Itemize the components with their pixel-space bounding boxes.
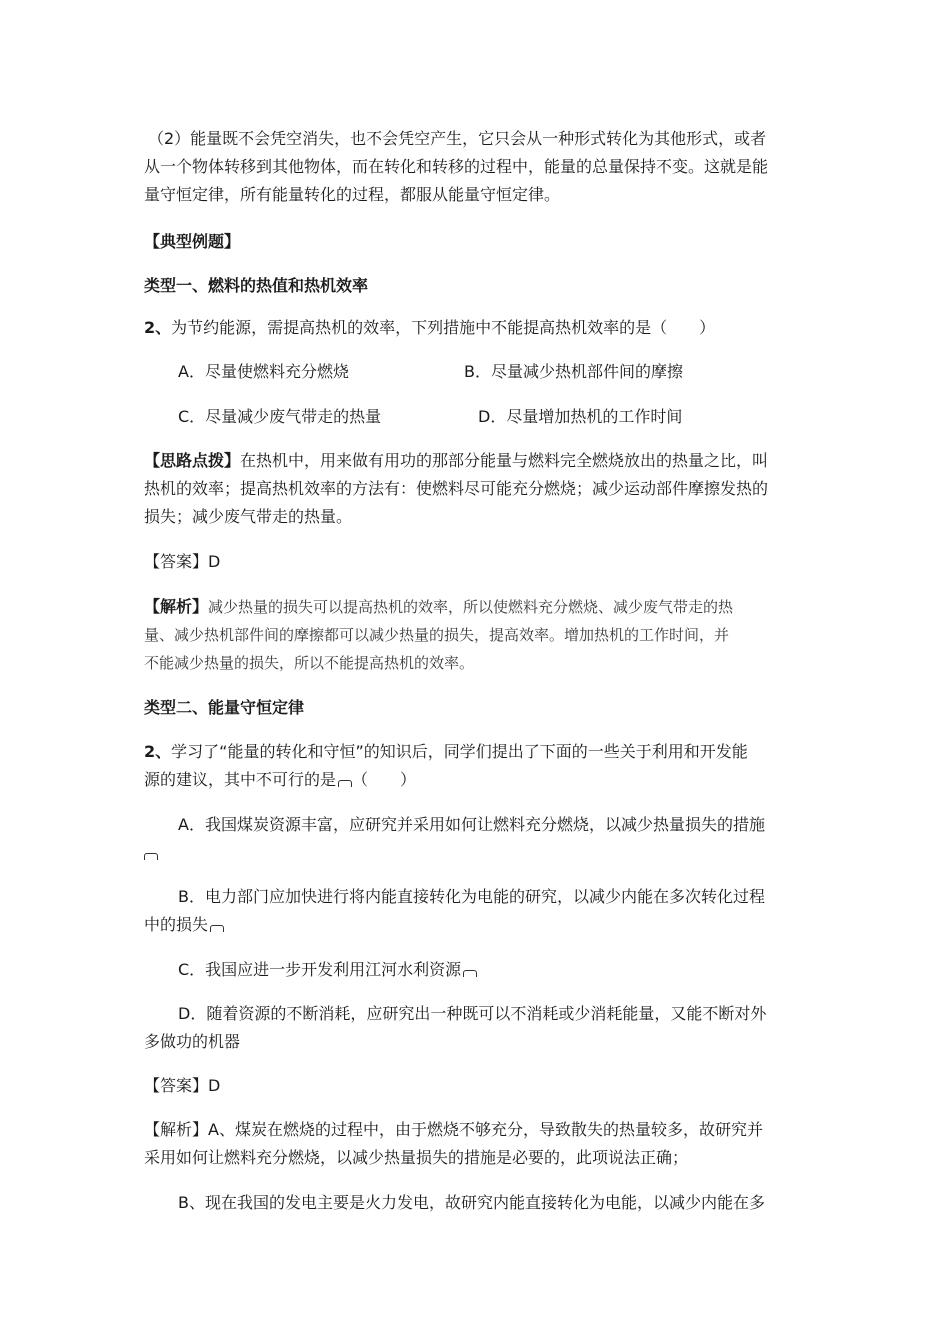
type2-option-a-line-2 xyxy=(144,843,158,863)
option-c-text: C．我国应进一步开发利用江河水利资源 xyxy=(178,960,462,979)
question-text-2: 源的建议，其中不可行的是 xyxy=(144,770,337,789)
edit-mark xyxy=(338,780,352,787)
type1-question xyxy=(144,318,715,338)
hint-label: 【思路点拨】 xyxy=(144,451,241,470)
analysis-text: 减少热量的损失可以提高热机的效率，所以使燃料充分燃烧、减少废气带走的热 xyxy=(208,598,734,616)
type2-option-d-line-2: 多做功的机器 xyxy=(144,1032,241,1051)
type2-analysis-line-3: B、现在我国的发电主要是火力发电，故研究内能直接转化为电能，以减少内能在多 xyxy=(178,1193,765,1212)
type2-option-b-line-1: B．电力部门应加快进行将内能直接转化为电能的研究，以减少内能在多次转化过程 xyxy=(178,887,765,906)
hint-text: 在热机中，用来做有用功的那部分能量与燃料完全燃烧放出的热量之比，叫 xyxy=(240,451,769,470)
hint-line-3: 损失；减少废气带走的热量。 xyxy=(144,507,353,526)
question-number: 2 xyxy=(144,318,156,337)
analysis-text: A、煤炭在燃烧的过程中，由于燃烧不够充分，导致散失的热量较多，故研究并 xyxy=(208,1120,763,1139)
type2-option-c xyxy=(178,960,477,980)
type2-answer: 【答案】D xyxy=(144,1076,221,1095)
type2-heading: 类型二、能量守恒定律 xyxy=(144,698,305,717)
question-number: 2 xyxy=(144,742,156,761)
type2-option-b-line-2 xyxy=(144,915,224,935)
type1-heading: 类型一、燃料的热值和热机效率 xyxy=(144,276,369,295)
analysis-line-1 xyxy=(144,597,733,617)
intro-line-2: 从一个物体转移到其他物体，而在转化和转移的过程中，能量的总量保持不变。这就是能 xyxy=(144,157,769,176)
type2-option-a-line-1: A．我国煤炭资源丰富，应研究并采用如何让燃料充分燃烧，以减少热量损失的措施 xyxy=(178,815,765,834)
type2-question-line-2 xyxy=(144,770,416,790)
hint-line-2: 热机的效率；提高热机效率的方法有：使燃料尽可能充分燃烧；减少运动部件摩擦发热的 xyxy=(144,479,769,498)
edit-mark xyxy=(210,925,224,932)
question-sep: 、 xyxy=(155,318,172,337)
edit-mark xyxy=(144,853,158,860)
option-b: B．尽量减少热机部件间的摩擦 xyxy=(464,362,683,381)
option-d: D．尽量增加热机的工作时间 xyxy=(478,407,683,426)
answer-blank: （ ） xyxy=(352,770,417,789)
type2-analysis-line-1 xyxy=(144,1120,763,1140)
question-text: 为节约能源，需提高热机的效率，下列措施中不能提高热机效率的是（ ） xyxy=(171,318,716,337)
edit-mark xyxy=(463,970,477,977)
analysis-line-2: 量、减少热机部件间的摩擦都可以减少热量的损失，提高效率。增加热机的工作时间，并 xyxy=(144,626,730,644)
analysis-line-3: 不能减少热量的损失，所以不能提高热机的效率。 xyxy=(144,654,475,672)
analysis-label: 【解析】 xyxy=(144,1120,209,1139)
option-c: C．尽量减少废气带走的热量 xyxy=(178,407,382,426)
option-b-text-2: 中的损失 xyxy=(144,915,209,934)
type2-option-d-line-1: D．随着资源的不断消耗，应研究出一种既可以不消耗或少消耗能量，又能不断对外 xyxy=(178,1004,767,1023)
analysis-label: 【解析】 xyxy=(144,597,209,616)
question-sep: 、 xyxy=(155,742,172,761)
type2-analysis-line-2: 采用如何让燃料充分燃烧，以减少热量损失的措施是必要的，此项说法正确； xyxy=(144,1148,689,1167)
intro-line-1: （2）能量既不会凭空消失，也不会凭空产生，它只会从一种形式转化为其他形式，或者 xyxy=(148,129,767,148)
question-text: 学习了“能量的转化和守恒”的知识后，同学们提出了下面的一些关于利用和开发能 xyxy=(171,742,748,761)
section-heading: 【典型例题】 xyxy=(144,232,241,251)
type1-answer: 【答案】D xyxy=(144,552,221,571)
option-a: A．尽量使燃料充分燃烧 xyxy=(178,362,349,381)
hint-line-1 xyxy=(144,451,768,471)
type2-question-line-1 xyxy=(144,742,748,762)
intro-line-3: 量守恒定律，所有能量转化的过程，都服从能量守恒定律。 xyxy=(144,185,561,204)
